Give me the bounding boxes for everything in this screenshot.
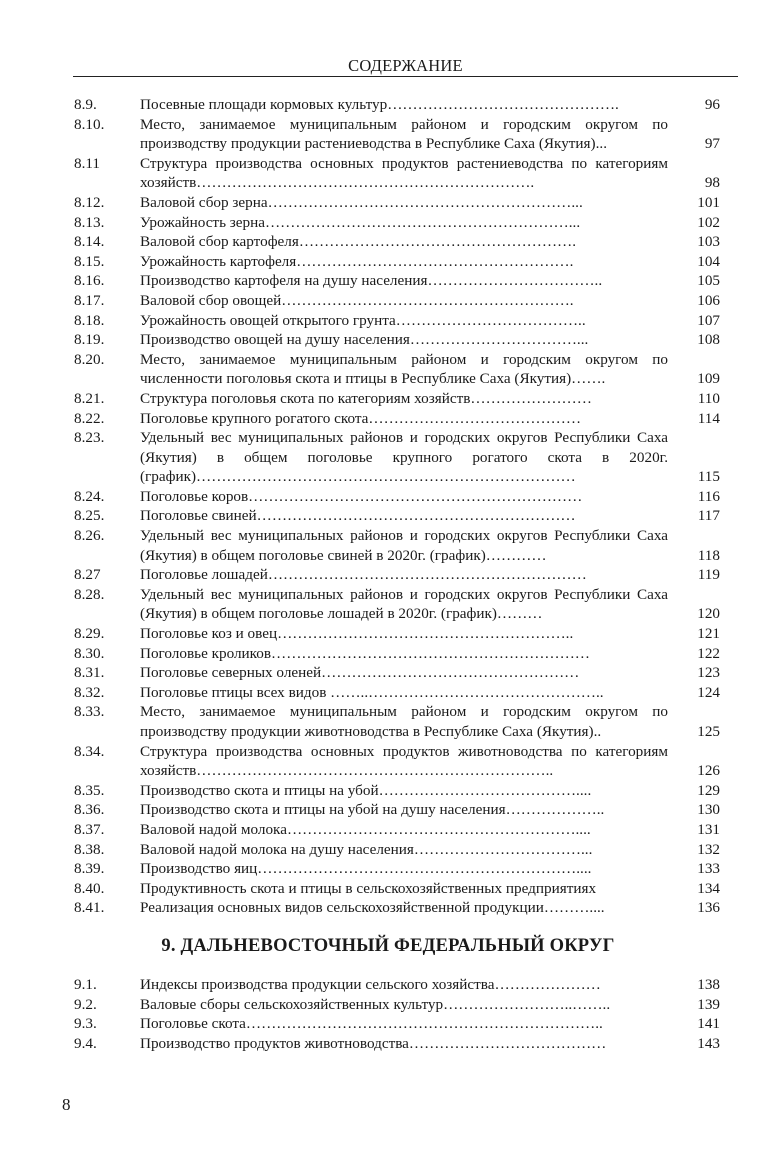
toc-entry-number: 8.24.: [74, 487, 105, 505]
toc-entry-number: 8.38.: [74, 840, 105, 858]
toc-entry-number: 8.15.: [74, 252, 105, 270]
toc-entry-number: 8.12.: [74, 193, 105, 211]
toc-entry-number: 8.35.: [74, 781, 105, 799]
toc-entry-page: 123: [697, 664, 720, 682]
toc-entry-page: 136: [697, 899, 720, 917]
toc-entry-number: 8.10.: [74, 115, 105, 133]
toc-entry: [0, 585, 776, 624]
toc-entry: [0, 859, 776, 879]
toc-entry: [0, 683, 776, 703]
toc-entry: [0, 975, 776, 995]
toc-entry-page: 143: [697, 1034, 720, 1052]
toc-entry-number: 8.31.: [74, 664, 105, 682]
toc-entry-page: 114: [697, 409, 720, 427]
toc-entry-number: 8.28.: [74, 585, 105, 603]
toc-entry-number: 8.26.: [74, 527, 105, 545]
toc-entry-page: 105: [697, 272, 720, 290]
toc-entry: [0, 1014, 776, 1034]
toc-entry: [0, 330, 776, 350]
toc-entry-title: Поголовье кроликов………………………………………………………: [140, 644, 590, 662]
toc-entry-page: 139: [697, 995, 720, 1013]
toc-entry-title: Продуктивность скота и птицы в сельскохозяйственных предприятиях: [140, 879, 597, 897]
toc-entry-number: 8.37.: [74, 820, 105, 838]
toc-entry-page: 133: [697, 860, 720, 878]
toc-entry-number: 9.4.: [74, 1034, 97, 1052]
toc-entry-number: 8.14.: [74, 233, 105, 251]
toc-entry-page: 101: [697, 193, 720, 211]
toc-entry: [0, 409, 776, 429]
toc-entry-title: Место, занимаемое муниципальным районом и городским округом по численности поголовья скота и птицы в Республике Саха (Якутия)…….: [140, 350, 668, 388]
toc-entry: [0, 624, 776, 644]
toc-entry-title: Место, занимаемое муниципальным районом и городским округом по производству продукции растениеводства в Республике Саха (Якутия)...: [140, 115, 668, 153]
toc-entry-page: 110: [697, 389, 720, 407]
toc-entry: [0, 526, 776, 565]
toc-entry-page: 115: [697, 468, 720, 486]
toc-entry-title: Производство скота и птицы на убой…………………………………....: [140, 781, 592, 799]
toc-entry: [0, 350, 776, 389]
toc-entry: [0, 428, 776, 487]
toc-entry-number: 8.21.: [74, 389, 105, 407]
toc-entry-number: 8.18.: [74, 311, 105, 329]
toc-entry-number: 8.40.: [74, 879, 105, 897]
toc-entry: [0, 193, 776, 213]
toc-entry-title: Структура производства основных продуктов растениеводства по категориям хозяйств………………………………………………………….: [140, 154, 668, 192]
toc-entry-page: 117: [697, 507, 720, 525]
toc-entry: [0, 644, 776, 664]
toc-entry-page: 103: [697, 233, 720, 251]
toc-entry-title: Урожайность картофеля……………………………………………….: [140, 252, 574, 270]
toc-entry-page: 119: [697, 566, 720, 584]
toc-entry-number: 8.19.: [74, 331, 105, 349]
toc-entry-page: 121: [697, 625, 720, 643]
toc-entry: [0, 154, 776, 193]
toc-entry: [0, 389, 776, 409]
toc-entry-title: Поголовье скота……………………………………………………………..: [140, 1015, 603, 1033]
toc-entry-number: 8.11: [74, 154, 101, 172]
toc-entry: [0, 291, 776, 311]
toc-entry-title: Валовой надой молока…………………………………………………....: [140, 820, 591, 838]
toc-entry: [0, 232, 776, 252]
toc-entry-number: 8.30.: [74, 644, 105, 662]
toc-entry-title: Место, занимаемое муниципальным районом и городским округом по производству продукции животноводства в Республике Саха (Якутия)..: [140, 703, 668, 740]
toc-entry: [0, 879, 776, 899]
toc-entry-page: 96: [704, 96, 720, 113]
toc-entry-page: 98: [704, 174, 720, 192]
toc-entry: [0, 252, 776, 272]
toc-entry-page: 120: [697, 605, 720, 623]
toc-entry-page: 109: [697, 370, 720, 388]
toc-entry-number: 8.13.: [74, 213, 105, 231]
toc-entry-number: 8.29.: [74, 625, 105, 643]
toc-entry-page: 138: [697, 976, 720, 993]
toc-entry-number: 8.25.: [74, 507, 105, 525]
toc-entry-number: 8.16.: [74, 272, 105, 290]
toc-entry-title: Валовой надой молока на душу населения……………………………...: [140, 840, 593, 858]
toc-entry: [0, 1034, 776, 1054]
toc-entry-title: Валовые сборы сельскохозяйственных культур……………………..……..: [140, 995, 611, 1013]
toc-entry-title: Реализация основных видов сельскохозяйственной продукции………....: [140, 899, 605, 917]
toc-entry-number: 8.41.: [74, 899, 105, 917]
toc-entry-page: 126: [697, 762, 720, 780]
toc-entry-title: Валовой сбор овощей………………………………………………….: [140, 291, 574, 309]
toc-entry-number: 8.36.: [74, 801, 105, 819]
toc-entry-page: 124: [697, 683, 720, 701]
toc-entry-number: 8.9.: [74, 96, 97, 113]
toc-entry-title: Производство яиц………………………………………………………....: [140, 860, 592, 878]
toc-entry-number: 8.23.: [74, 429, 105, 447]
toc-entry-page: 107: [697, 311, 720, 329]
toc-entry-title: Удельный вес муниципальных районов и городских округов Республики Саха (Якутия) в общем поголовье крупного рогатого скота в 2020г. (график)…………………………………………………………………: [140, 429, 668, 486]
toc-entry-page: 129: [697, 781, 720, 799]
toc-entry-page: 108: [697, 331, 720, 349]
toc-entry-title: Поголовье крупного рогатого скота……………………………………: [140, 409, 582, 427]
toc-entry-number: 9.1.: [74, 976, 97, 993]
toc-entry-title: Структура производства основных продуктов животноводства по категориям хозяйств……………………………………………………………..: [140, 742, 668, 780]
toc-entry: [0, 271, 776, 291]
toc-entry-page: 125: [697, 723, 720, 740]
toc-entry-title: Валовой сбор картофеля……………………………………………….: [140, 233, 577, 251]
toc-entry-number: 8.27: [74, 566, 101, 584]
toc-entry-title: Производство продуктов животноводства…………………………………: [140, 1034, 607, 1052]
toc-entry-title: Структура поголовья скота по категориям хозяйств……………………: [140, 389, 592, 407]
toc-entry: [0, 663, 776, 683]
table-of-contents: [0, 95, 776, 918]
toc-entry-title: Индексы производства продукции сельского хозяйства…………………: [140, 976, 601, 993]
toc-entry-number: 8.22.: [74, 409, 105, 427]
toc-entry-page: 132: [697, 840, 720, 858]
toc-entry-title: Поголовье коров…………………………………………………………: [140, 487, 583, 505]
toc-entry-number: 8.39.: [74, 860, 105, 878]
toc-entry: [0, 487, 776, 507]
running-title: СОДЕРЖАНИЕ: [348, 56, 463, 75]
toc-entry-title: Производство картофеля на душу населения……………………………..: [140, 272, 603, 290]
toc-entry: [0, 820, 776, 840]
toc-entry-number: 8.33.: [74, 703, 105, 721]
toc-entry: [0, 742, 776, 781]
toc-entry-page: 118: [697, 546, 720, 564]
toc-entry: [0, 311, 776, 331]
toc-entry: [0, 800, 776, 820]
toc-entry: [0, 840, 776, 860]
page-number: 8: [62, 1095, 71, 1114]
toc-entry-page: 102: [697, 213, 720, 231]
toc-entry-title: Поголовье лошадей………………………………………………………: [140, 566, 587, 584]
toc-entry-number: 9.3.: [74, 1015, 97, 1033]
toc-entry: [0, 565, 776, 585]
toc-entry-title: Поголовье свиней………………………………………………………: [140, 507, 576, 525]
toc-entry: [0, 95, 776, 115]
toc-entry: [0, 781, 776, 801]
toc-entry-page: 134: [697, 879, 720, 897]
toc-entry-title: Урожайность овощей открытого грунта………………………………..: [140, 311, 586, 329]
toc-entry-number: 8.32.: [74, 683, 105, 701]
toc-entry: [0, 213, 776, 233]
header-rule: [73, 76, 738, 77]
toc-entry-title: Производство овощей на душу населения……………………………...: [140, 331, 589, 349]
toc-entry-page: 141: [697, 1015, 720, 1033]
toc-entry-page: 116: [697, 487, 720, 505]
toc-entry-page: 106: [697, 291, 720, 309]
toc-entry: [0, 702, 776, 741]
toc-entry-title: Посевные площади кормовых культур……………………………………….: [140, 96, 619, 113]
toc-entry: [0, 898, 776, 918]
toc-entry: [0, 115, 776, 154]
section-title: 9. ДАЛЬНЕВОСТОЧНЫЙ ФЕДЕРАЛЬНЫЙ ОКРУГ: [161, 936, 615, 956]
toc-entry-page: 122: [697, 644, 720, 662]
toc-entry: [0, 506, 776, 526]
toc-entry-title: Валовой сбор зерна……………………………………………………...: [140, 193, 583, 211]
toc-entry-page: 104: [697, 252, 720, 270]
toc-entry-number: 8.20.: [74, 350, 105, 368]
toc-entry: [0, 995, 776, 1015]
toc-entry-number: 8.17.: [74, 291, 105, 309]
table-of-contents-section-9: [0, 975, 776, 1053]
toc-entry-page: 131: [697, 820, 720, 838]
toc-entry-title: Урожайность зерна……………………………………………………...: [140, 213, 581, 231]
toc-entry-title: Поголовье птицы всех видов ……..………………………………………..: [140, 683, 604, 701]
toc-entry-title: Удельный вес муниципальных районов и городских округов Республики Саха (Якутия) в общем поголовье лошадей в 2020г. (график)………: [140, 585, 668, 623]
toc-entry-page: 130: [697, 801, 720, 819]
toc-entry-title: Поголовье коз и овец…………………………………………………..: [140, 625, 574, 643]
toc-entry-number: 8.34.: [74, 742, 105, 760]
toc-entry-page: 97: [704, 135, 720, 153]
toc-entry-number: 9.2.: [74, 995, 97, 1013]
toc-entry-title: Поголовье северных оленей……………………………………………: [140, 664, 580, 682]
toc-entry-title: Производство скота и птицы на убой на душу населения………………..: [140, 801, 605, 819]
toc-entry-title: Удельный вес муниципальных районов и городских округов Республики Саха (Якутия) в общем поголовье свиней в 2020г. (график)…………: [140, 527, 668, 564]
